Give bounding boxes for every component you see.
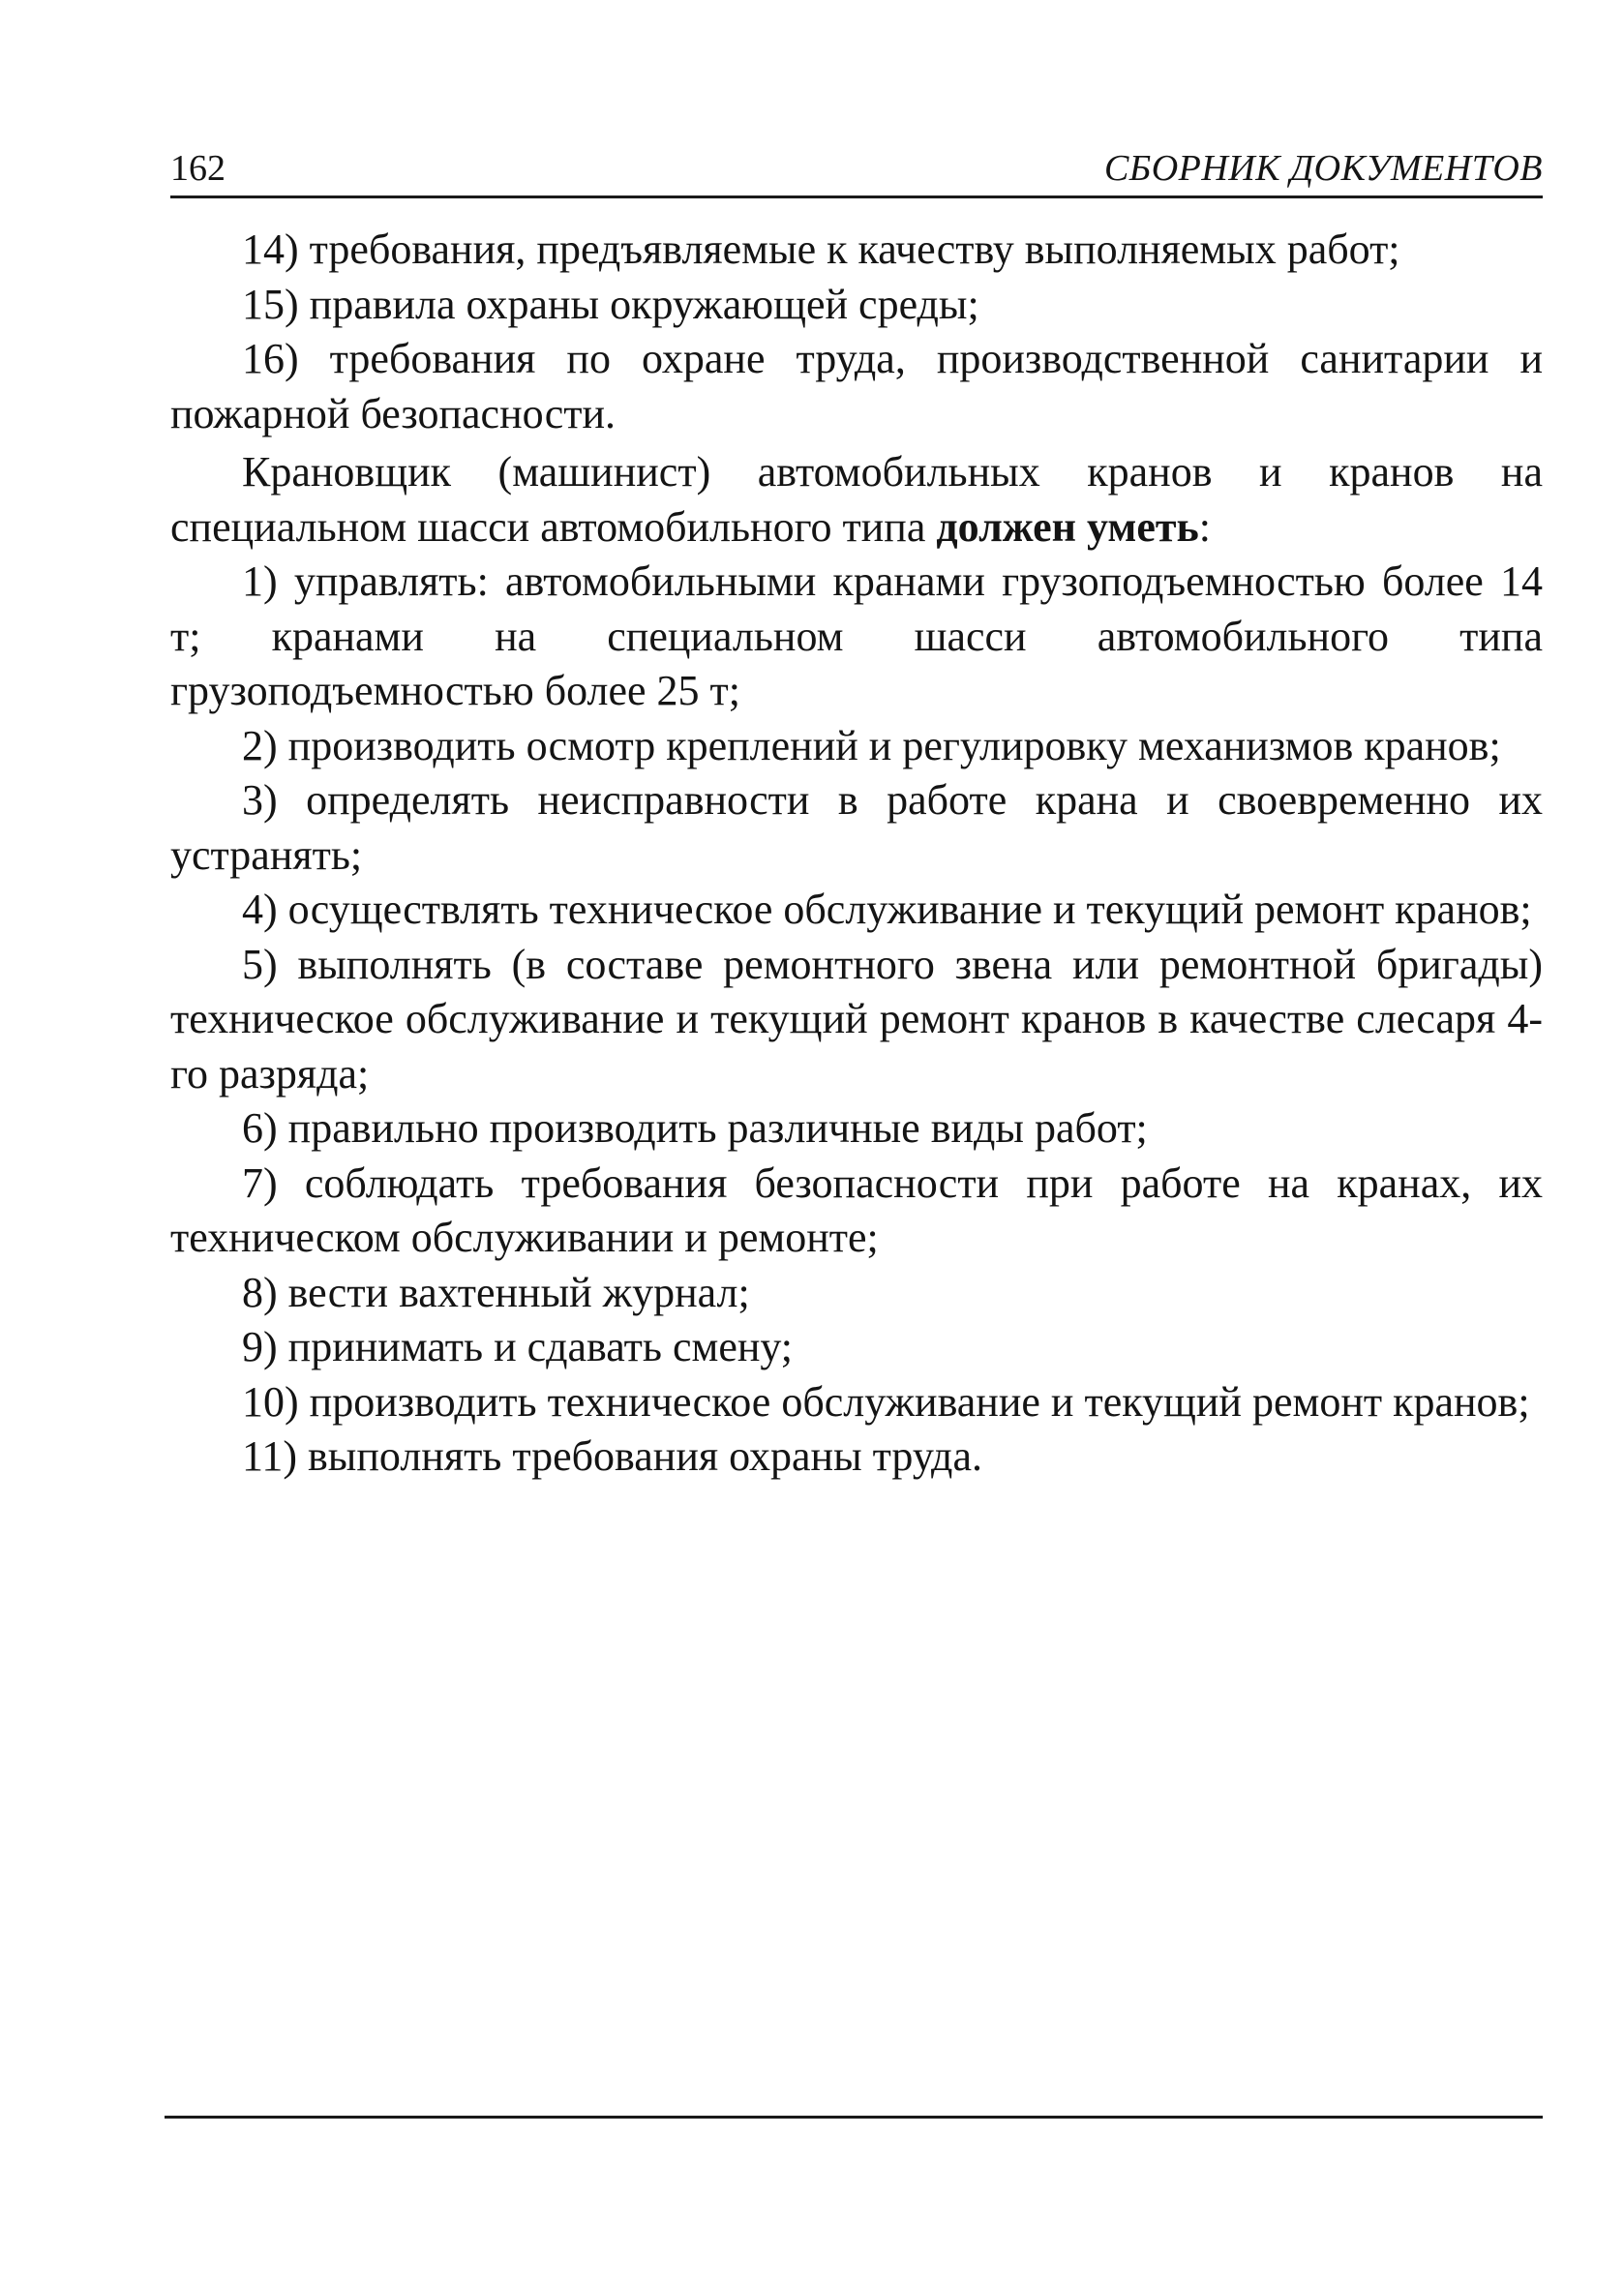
page-number: 162 [170, 148, 226, 189]
list-item: 7) соблюдать требования безопасности при работе на кранах, их техническом обслуживании и ремонте; [170, 1158, 1543, 1261]
list-item: 10) производить техническое обслуживание и текущий ремонт кранов; [242, 1377, 1530, 1426]
body-text [170, 223, 1543, 1485]
page-header [170, 143, 1543, 194]
skills-intro-tail: : [1198, 502, 1211, 551]
list-item: 4) осуществлять техническое обслуживание и текущий ремонт кранов; [242, 886, 1532, 933]
list-item: 11) выполнять требования охраны труда. [242, 1432, 982, 1480]
skills-intro-emphasis: должен уметь [936, 502, 1199, 551]
skills-intro-paragraph [170, 445, 1543, 555]
list-item: 3) определять неисправности в работе крана и своевременно их устранять; [170, 776, 1543, 879]
list-item: 16) требования по охране труда, производственной санитарии и пожарной безопасности. [170, 335, 1543, 437]
list-item: 6) правильно производить различные виды работ; [242, 1104, 1148, 1152]
list-item: 15) правила охраны окружающей среды; [242, 280, 979, 328]
list-item: 1) управлять: автомобильными кранами грузоподъемностью более 14 т; кранами на специальном шасси автомобильного типа грузоподъемностью более 25 т; [170, 557, 1543, 714]
list-item: 14) требования, предъявляемые к качеству выполняемых работ; [242, 226, 1400, 273]
list-item: 2) производить осмотр креплений и регулировку механизмов кранов; [242, 721, 1501, 769]
header-divider [170, 196, 1543, 198]
list-item: 8) вести вахтенный журнал; [242, 1268, 750, 1316]
list-item: 5) выполнять (в составе ремонтного звена или ремонтной бригады) техническое обслуживание и текущий ремонт кранов в качестве слесаря 4-го разряда; [170, 940, 1543, 1098]
list-item: 9) принимать и сдавать смену; [242, 1323, 794, 1370]
footer-divider [165, 2116, 1543, 2119]
skills-intro-text: Крановщик (машинист) автомобильных кранов и кранов на специальном шасси автомобильного типа [170, 448, 1543, 551]
running-title: СБОРНИК ДОКУМЕНТОВ [1103, 148, 1543, 189]
